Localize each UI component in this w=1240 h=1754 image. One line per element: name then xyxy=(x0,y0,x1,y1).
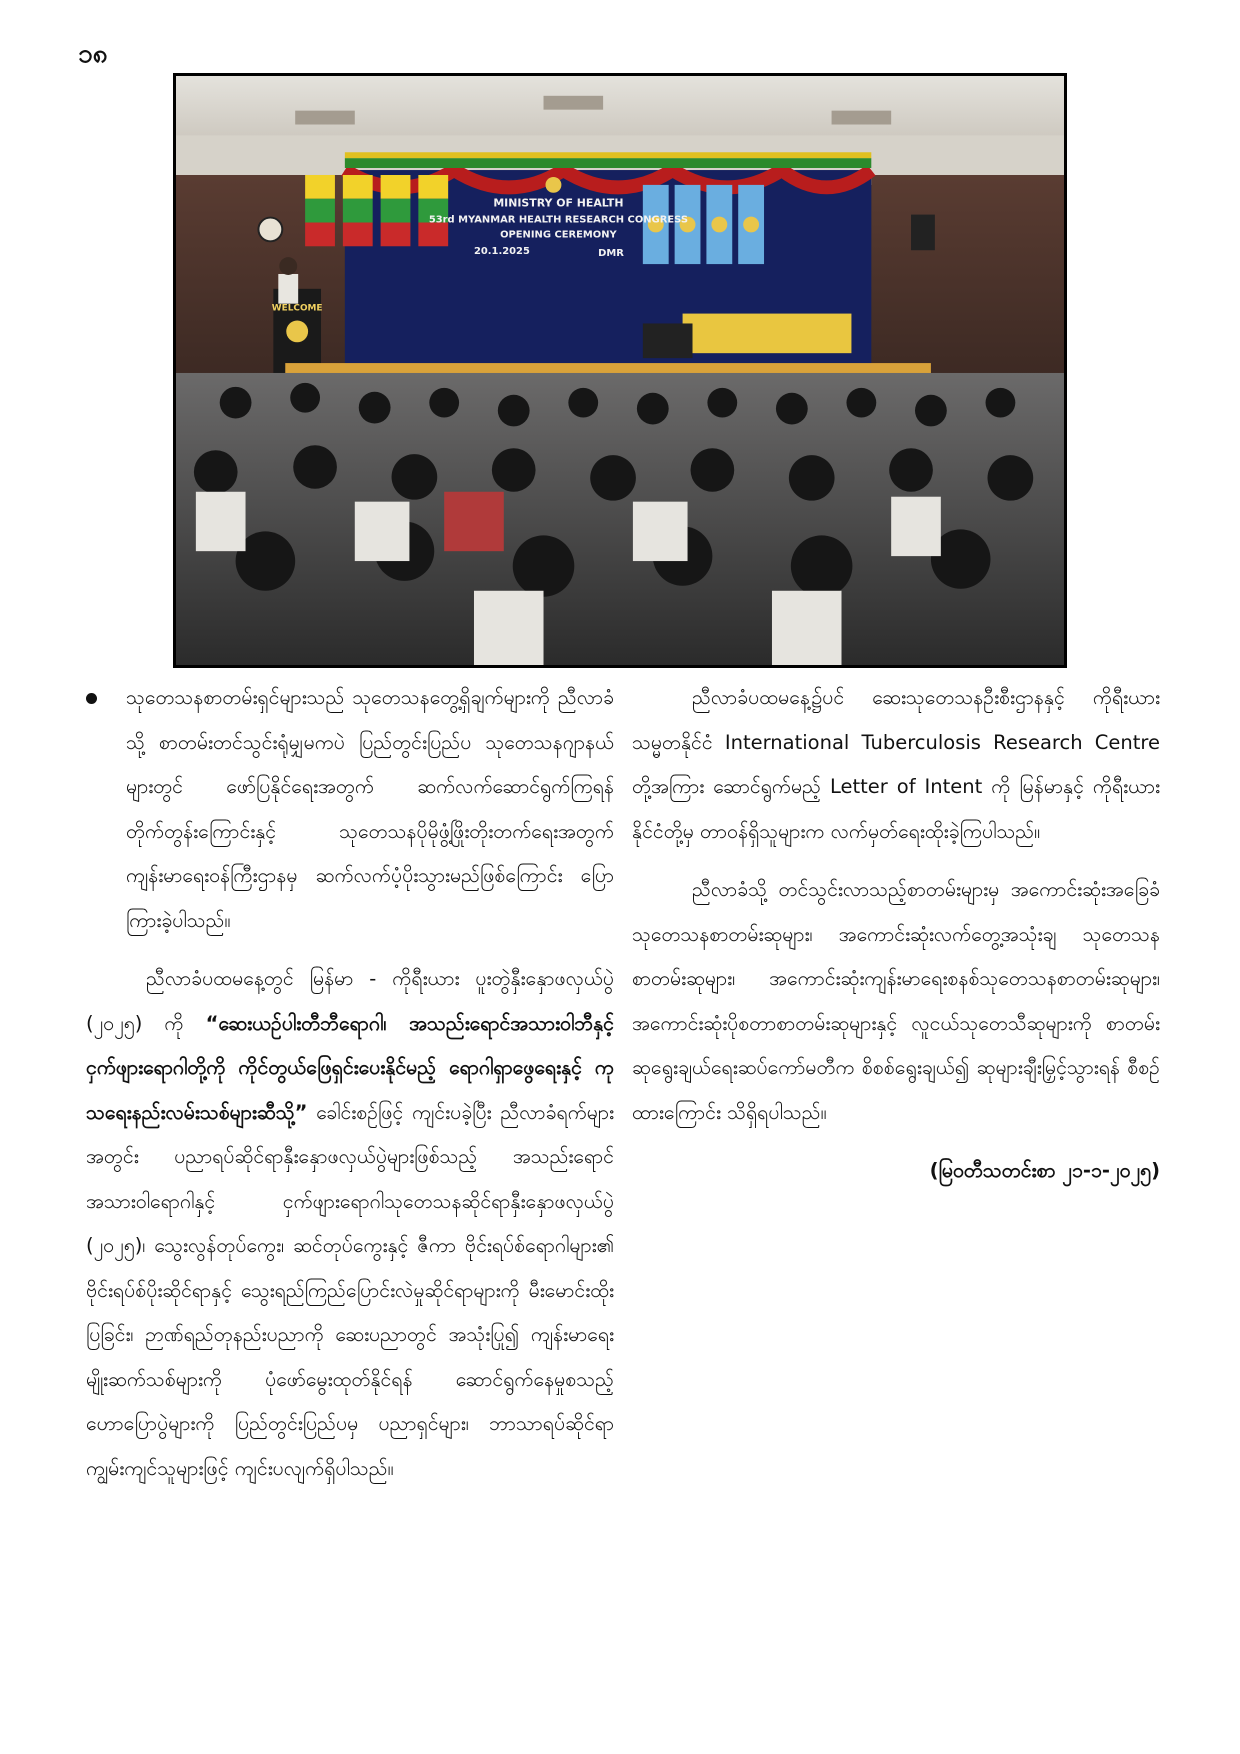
symposium-title: “ဆေးယဉ်ပါးတီဘီရောဂါ၊ အသည်းရောင်အသားဝါဘီနှင့် ငှက်ဖျားရောဂါတို့ကို ကိုင်တွယ်ဖြေရှင်းပေးနိုင်မည့် ရောဂါရှာဖွေရေးနှင့် ကုသရေးနည်းလမ်းသစ်များဆီသို့” xyxy=(86,1011,615,1124)
left-column xyxy=(86,676,614,1505)
paragraph-symposium-lead: ညီလာခံပထမနေ့တွင် မြန်မာ - ကိုရီးယား ပူးတွဲနှီးနှောဖလှယ်ပွဲ (၂၀၂၅) ကို xyxy=(86,967,614,1035)
banner-org: DMR xyxy=(598,248,624,260)
paragraph-symposium xyxy=(86,957,614,1491)
bullet-paragraph xyxy=(86,676,614,943)
banner-line-2: 53rd MYANMAR HEALTH RESEARCH CONGRESS xyxy=(428,214,688,226)
conference-hall-image xyxy=(176,76,1064,665)
paragraph-letter-of-intent: ညီလာခံပထမနေ့၌ပင် ဆေးသုတေသနဦးစီးဌာနနှင့် ကိုရီးယားသမ္မတနိုင်ငံ International Tuberculosis Research Centre တို့အကြား ဆောင်ရွက်မည့် Letter of Intent ကို မြန်မာနှင့် ကိုရီးယားနိုင်ငံတို့မှ တာဝန်ရှိသူများက လက်မှတ်ရေးထိုးခဲ့ကြပါသည်။ xyxy=(632,686,1160,843)
right-column xyxy=(632,676,1160,1208)
podium-sign: WELCOME xyxy=(271,303,323,314)
event-photo xyxy=(173,73,1067,668)
bullet-paragraph-text: သုတေသနစာတမ်းရှင်များသည် သုတေသနတွေ့ရှိချက်များကို ညီလာခံသို့ စာတမ်းတင်သွင်းရုံမျှမကပဲ ပြည်တွင်းပြည်ပ သုတေသနဂျာနယ်များတွင် ဖော်ပြနိုင်ရေးအတွက် ဆက်လက်ဆောင်ရွက်ကြရန် တိုက်တွန်းကြောင်းနှင့် သုတေသနပိုမိုဖွံ့ဖြိုးတိုးတက်ရေးအတွက် ကျန်းမာရေးဝန်ကြီးဌာနမှ ဆက်လက်ပံ့ပိုးသွားမည်ဖြစ်ကြောင်း ပြောကြားခဲ့ပါသည်။ xyxy=(126,686,614,932)
paragraph-symposium-body: ခေါင်းစဉ်ဖြင့် ကျင်းပခဲ့ပြီး ညီလာခံရက်များအတွင်း ပညာရပ်ဆိုင်ရာနှီးနှောဖလှယ်ပွဲများဖြစ်သည့် အသည်းရောင်အသားဝါရောဂါနှင့် ငှက်ဖျားရောဂါသုတေသနဆိုင်ရာနှီးနှောဖလှယ်ပွဲ (၂၀၂၅)၊ သွေးလွန်တုပ်ကွေး၊ ဆင်တုပ်ကွေးနှင့် ဇီကာ ဗိုင်းရပ်စ်ရောဂါများ၏ ဗိုင်းရပ်စ်ပိုးဆိုင်ရာနှင့် သွေးရည်ကြည်ပြောင်းလဲမှုဆိုင်ရာများကို မီးမောင်းထိုးပြခြင်း၊ ဉာဏ်ရည်တုနည်းပညာကို ဆေးပညာတွင် အသုံးပြု၍ ကျန်းမာရေးမျိုးဆက်သစ်များကို ပုံဖော်မွေးထုတ်နိုင်ရန် ဆောင်ရွက်နေမှုစသည့် ဟောပြောပွဲများကို ပြည်တွင်းပြည်ပမှ ပညာရှင်များ၊ ဘာသာရပ်ဆိုင်ရာကျွမ်းကျင်သူများဖြင့် ကျင်းပလျက်ရှိပါသည်။ xyxy=(86,1100,614,1480)
banner-line-3: OPENING CEREMONY xyxy=(500,229,617,241)
paragraph-awards: ညီလာခံသို့ တင်သွင်းလာသည့်စာတမ်းများမှ အကောင်းဆုံးအခြေခံသုတေသနစာတမ်းဆုများ၊ အကောင်းဆုံးလက်တွေ့အသုံးချ သုတေသနစာတမ်းဆုများ၊ အကောင်းဆုံးကျန်းမာရေးစနစ်သုတေသနစာတမ်းဆုများ၊ အကောင်းဆုံးပိုစတာစာတမ်းဆုများနှင့် လူငယ်သုတေသီဆုများကို စာတမ်းဆုရွေးချယ်ရေးဆပ်ကော်မတီက စိစစ်ရွေးချယ်၍ ဆုများချီးမြှင့်သွားရန် စီစဉ်ထားကြောင်း သိရှိရပါသည်။ xyxy=(632,878,1160,1124)
page-number: ၁၈ xyxy=(78,39,108,69)
banner-date: 20.1.2025 xyxy=(473,246,530,258)
source-citation: (မြဝတီသတင်းစာ ၂၁-၁-၂၀၂၅) xyxy=(929,1159,1160,1182)
banner-line-1: MINISTRY OF HEALTH xyxy=(493,196,624,210)
bullet-icon xyxy=(86,693,97,704)
